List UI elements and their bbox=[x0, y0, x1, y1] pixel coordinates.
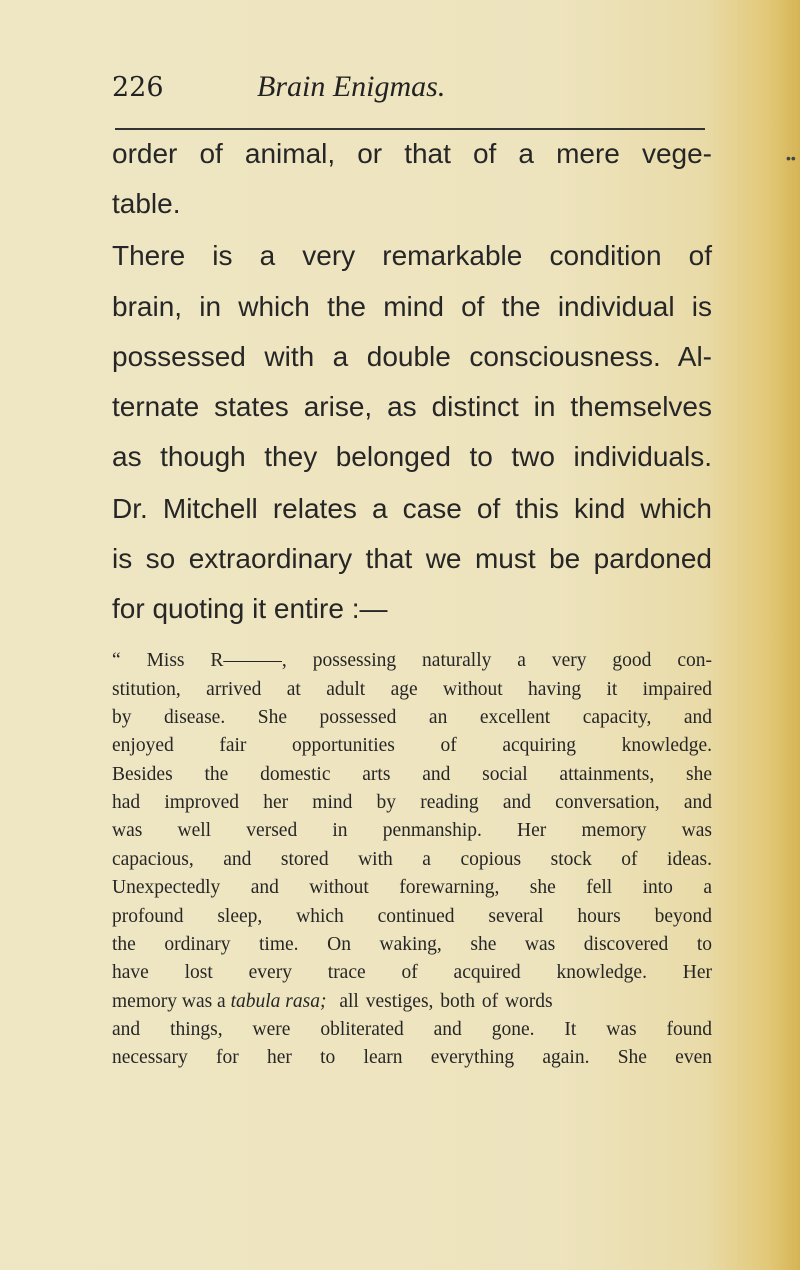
quote-line: by disease. She possessed an excellent capacity, and bbox=[112, 707, 712, 728]
quote-line: necessary for her to learn everything again. She even bbox=[112, 1047, 712, 1068]
italic-phrase: tabula rasa; bbox=[230, 991, 327, 1012]
text-line: for quoting it entire :— bbox=[112, 593, 388, 624]
quote-line: enjoyed fair opportunities of acquiring knowledge. bbox=[112, 735, 712, 756]
text-line: table. bbox=[112, 188, 181, 219]
page-number: 226 bbox=[112, 72, 164, 103]
text-line: brain, in which the mind of the individual is bbox=[112, 291, 712, 322]
text-line: Dr. Mitchell relates a case of this kind which bbox=[112, 493, 712, 524]
quote-line: profound sleep, which continued several hours beyond bbox=[112, 906, 712, 927]
quote-line: “ Miss R———, possessing naturally a very good con- bbox=[112, 650, 712, 671]
text-line: possessed with a double consciousness. Al- bbox=[112, 341, 712, 372]
text-line: ternate states arise, as distinct in themselves bbox=[112, 391, 712, 422]
quote-line: Unexpectedly and without forewarning, she fell into a bbox=[112, 877, 712, 898]
text-line: order of animal, or that of a mere vege- bbox=[112, 138, 712, 169]
quote-line bbox=[112, 991, 712, 1013]
quote-line: had improved her mind by reading and conversation, and bbox=[112, 792, 712, 813]
running-title: Brain Enigmas. bbox=[257, 70, 446, 103]
running-header bbox=[112, 72, 712, 112]
text-line: There is a very remarkable condition of bbox=[112, 240, 712, 271]
quote-line: the ordinary time. On waking, she was discovered to bbox=[112, 934, 712, 955]
quote-line: was well versed in penmanship. Her memory was bbox=[112, 820, 712, 841]
margin-mark: •• bbox=[786, 150, 796, 166]
quote-line: and things, were obliterated and gone. It was found bbox=[112, 1019, 712, 1040]
quote-segment: all vestiges, both of words bbox=[332, 991, 553, 1012]
quote-segment: memory was a bbox=[112, 991, 231, 1012]
quote-line: Besides the domestic arts and social attainments, she bbox=[112, 764, 712, 785]
quote-line: have lost every trace of acquired knowledge. Her bbox=[112, 962, 712, 983]
header-rule bbox=[115, 128, 705, 130]
text-line: is so extraordinary that we must be pardoned bbox=[112, 543, 712, 574]
quote-line: capacious, and stored with a copious stock of ideas. bbox=[112, 849, 712, 870]
text-line: as though they belonged to two individuals. bbox=[112, 441, 712, 472]
quote-line: stitution, arrived at adult age without having it impaired bbox=[112, 679, 712, 700]
